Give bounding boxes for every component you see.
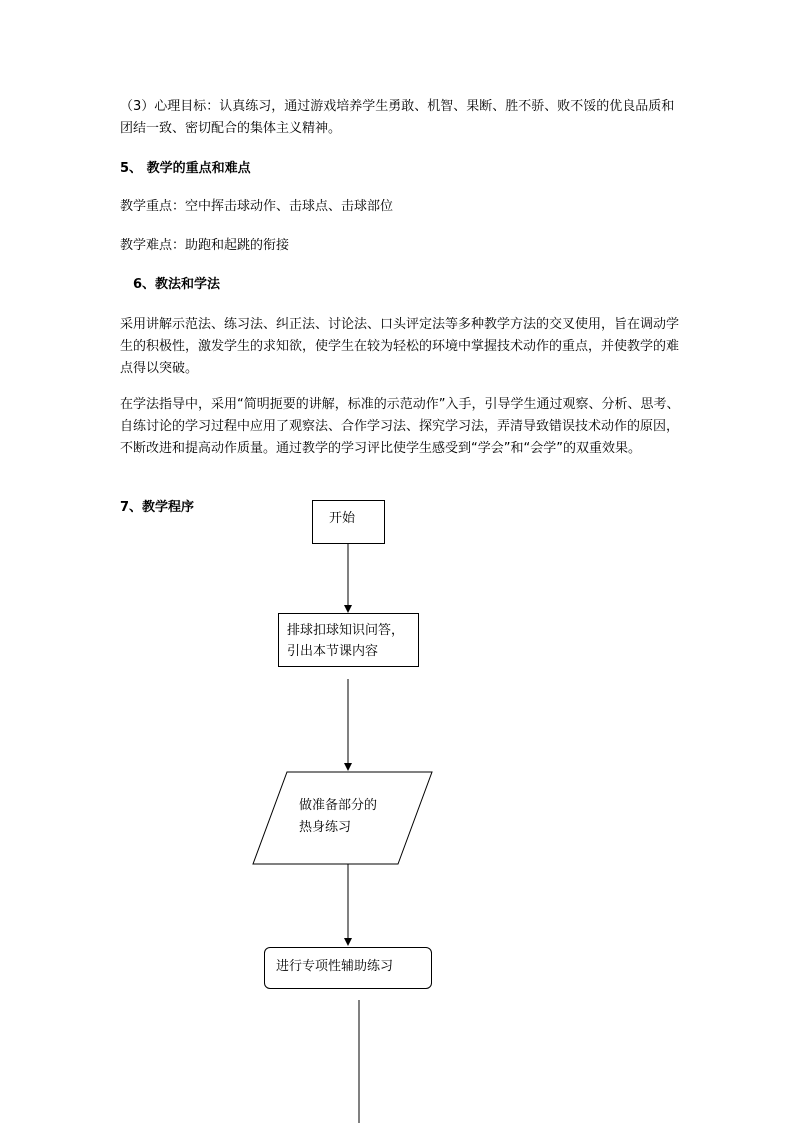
teaching-methods-paragraph: 采用讲解示范法、练习法、纠正法、讨论法、口头评定法等多种教学方法的交叉使用，旨在调动学生的积极性，激发学生的求知欲，使学生在较为轻松的环境中掌握技术动作的重点，并使教学的难点得以突破。 (120, 317, 680, 376)
flowchart-drill-box (264, 947, 432, 989)
quiz-label-line2: 引出本节课内容 (287, 644, 379, 659)
flowchart-start-box (312, 500, 385, 544)
flowchart-quiz-box (278, 613, 419, 667)
drill-label: 进行专项性辅助练习 (276, 959, 394, 974)
section-6-title: 6、教法和学法 (133, 277, 221, 292)
start-label: 开始 (329, 511, 356, 526)
quiz-label-line1: 排球扣球知识问答， (287, 623, 405, 638)
learning-methods-paragraph: 在学法指导中，采用“简明扼要的讲解，标准的示范动作”入手，引导学生通过观察、分析、思考、自练讨论的学习过程中应用了观察法、合作学习法、探究学习法，弄清导致错误技术动作的原因，不断改进和提高动作质量。通过教学的学习评比使学生感受到“学会”和“会学”的双重效果。 (120, 397, 680, 456)
warmup-label-line1: 做准备部分的 (299, 798, 378, 813)
warmup-label-line2: 热身练习 (299, 820, 352, 835)
section-7-title: 7、教学程序 (120, 500, 195, 515)
key-point-line: 教学重点：空中挥击球动作、击球点、击球部位 (120, 199, 394, 214)
flowchart-warmup-label (299, 795, 377, 839)
section-5-title: 5、 教学的重点和难点 (120, 161, 251, 176)
difficult-point-line: 教学难点：助跑和起跳的衔接 (120, 238, 290, 253)
psychological-goal-paragraph: （3）心理目标：认真练习，通过游戏培养学生勇敢、机智、果断、胜不骄、败不馁的优良品质和团结一致、密切配合的集体主义精神。 (120, 99, 675, 136)
